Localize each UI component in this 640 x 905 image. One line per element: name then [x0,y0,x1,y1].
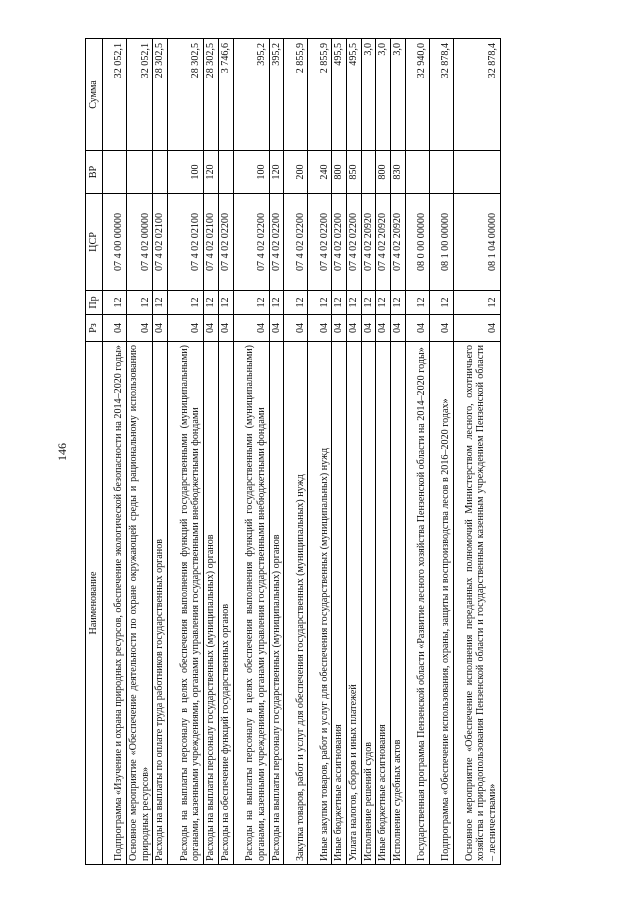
cell-vr: 800 [376,151,391,194]
cell-name: Расходы на выплаты по оплате труда работников государственных органов [153,342,168,865]
cell-name: Расходы на обеспечение функций государственных органов [218,342,233,865]
cell-sum: 495,5 [346,39,361,151]
table-row [218,39,233,865]
cell-name: Исполнение судебных актов [391,342,406,865]
cell-csr: 08 0 00 00000 [405,194,429,291]
cell-csr: 07 4 02 00000 [127,194,153,291]
cell-name: Расходы на выплаты персоналу государственных (муниципальных) органов [204,342,219,865]
table-row [153,39,168,865]
cell-rz: 04 [429,315,453,342]
cell-name: Исполнение решений судов [361,342,376,865]
cell-vr [405,151,429,194]
cell-csr: 07 4 02 02200 [332,194,347,291]
cell-csr: 07 4 02 02200 [233,194,269,291]
table-row [429,39,453,865]
cell-pr: 12 [269,291,284,315]
cell-name: Основное мероприятие «Обеспечение деятельности по охране окружающей среды и рациональному использованию природных ресурсов» [127,342,153,865]
cell-vr: 830 [391,151,406,194]
cell-pr: 12 [453,291,500,315]
cell-vr [218,151,233,194]
header-row [86,39,103,865]
cell-rz: 04 [391,315,406,342]
cell-rz: 04 [153,315,168,342]
table-body [103,39,501,865]
table-row [332,39,347,865]
cell-csr: 07 4 02 20920 [376,194,391,291]
table-row [233,39,269,865]
cell-rz: 04 [103,315,127,342]
cell-pr: 12 [376,291,391,315]
cell-sum: 3,0 [361,39,376,151]
cell-name: Закупка товаров, работ и услуг для обеспечения государственных (муниципальных) нужд [284,342,308,865]
cell-vr: 100 [233,151,269,194]
cell-sum: 32 878,4 [429,39,453,151]
table-row [391,39,406,865]
cell-pr: 12 [405,291,429,315]
cell-rz: 04 [233,315,269,342]
cell-pr: 12 [127,291,153,315]
cell-vr: 100 [168,151,204,194]
cell-sum: 3,0 [376,39,391,151]
cell-vr [429,151,453,194]
cell-vr [103,151,127,194]
table-row [405,39,429,865]
cell-sum: 28 302,5 [204,39,219,151]
cell-name: Подпрограмма «Изучение и охрана природных ресурсов, обеспечение экологической безопасности на 2014–2020 годы» [103,342,127,865]
cell-rz: 04 [204,315,219,342]
cell-rz: 04 [346,315,361,342]
table-row [346,39,361,865]
cell-sum: 28 302,5 [153,39,168,151]
cell-name: Основное мероприятие «Обеспечение исполнения переданных полномочий Министерством лесного, охотничьего хозяйства и природопользования Пензенской области и государственным казенным учреждением Пензенской области – лесничествами» [453,342,500,865]
cell-vr [361,151,376,194]
table-row [103,39,127,865]
cell-rz: 04 [376,315,391,342]
cell-sum: 395,2 [269,39,284,151]
cell-name: Уплата налогов, сборов и иных платежей [346,342,361,865]
cell-csr: 08 1 00 00000 [429,194,453,291]
cell-pr: 12 [332,291,347,315]
cell-csr: 07 4 02 02100 [153,194,168,291]
cell-pr: 12 [218,291,233,315]
cell-pr: 12 [284,291,308,315]
cell-rz: 04 [361,315,376,342]
cell-name: Иные бюджетные ассигнования [376,342,391,865]
budget-table-page [85,39,640,865]
cell-pr: 12 [103,291,127,315]
table-row [168,39,204,865]
cell-pr: 12 [153,291,168,315]
table-row [127,39,153,865]
header-rz: Рз [86,315,103,342]
cell-rz: 04 [284,315,308,342]
table-row [284,39,308,865]
budget-table [85,38,501,865]
cell-rz: 04 [168,315,204,342]
cell-rz: 04 [453,315,500,342]
cell-csr: 07 4 02 20920 [391,194,406,291]
cell-csr: 07 4 02 02200 [308,194,332,291]
cell-pr: 12 [346,291,361,315]
cell-sum: 32 940,0 [405,39,429,151]
cell-vr: 200 [284,151,308,194]
cell-name: Подпрограмма «Обеспечение использования, охраны, защиты и воспроизводства лесов в 2016–2020 годах» [429,342,453,865]
cell-name: Иные бюджетные ассигнования [332,342,347,865]
page-number: 146 [54,443,69,461]
header-vr: ВР [86,151,103,194]
cell-csr: 07 4 02 02200 [346,194,361,291]
cell-pr: 12 [391,291,406,315]
cell-name: Расходы на выплаты персоналу в целях обеспечения выполнения функций государственными (муниципальными) органами, казенными учреждениями, органами управления государственными внебюджетными фондами [233,342,269,865]
header-pr: Пр [86,291,103,315]
table-row [453,39,500,865]
cell-sum: 3 746,6 [218,39,233,151]
cell-vr [127,151,153,194]
cell-pr: 12 [429,291,453,315]
cell-vr [153,151,168,194]
cell-csr: 07 4 02 20920 [361,194,376,291]
cell-name: Иные закупки товаров, работ и услуг для обеспечения государственных (муниципальных) нужд [308,342,332,865]
cell-pr: 12 [233,291,269,315]
cell-rz: 04 [308,315,332,342]
cell-sum: 3,0 [391,39,406,151]
cell-sum: 395,2 [233,39,269,151]
cell-sum: 32 878,4 [453,39,500,151]
cell-sum: 2 855,9 [284,39,308,151]
table-row [204,39,219,865]
cell-csr: 07 4 02 02200 [269,194,284,291]
header-name: Наименование [86,342,103,865]
table-row [269,39,284,865]
cell-pr: 12 [168,291,204,315]
cell-rz: 04 [269,315,284,342]
cell-rz: 04 [332,315,347,342]
cell-vr: 800 [332,151,347,194]
cell-vr: 120 [269,151,284,194]
header-sum: Сумма [86,39,103,151]
cell-name: Государственная программа Пензенской области «Развитие лесного хозяйства Пензенской области на 2014–2020 годы» [405,342,429,865]
cell-csr: 07 4 00 00000 [103,194,127,291]
cell-name: Расходы на выплаты персоналу государственных (муниципальных) органов [269,342,284,865]
cell-rz: 04 [218,315,233,342]
cell-sum: 32 052,1 [103,39,127,151]
cell-sum: 2 855,9 [308,39,332,151]
cell-vr: 850 [346,151,361,194]
cell-csr: 08 1 04 00000 [453,194,500,291]
table-row [376,39,391,865]
cell-csr: 07 4 02 02100 [168,194,204,291]
cell-sum: 495,5 [332,39,347,151]
cell-vr [453,151,500,194]
cell-pr: 12 [361,291,376,315]
cell-sum: 28 302,5 [168,39,204,151]
cell-rz: 04 [127,315,153,342]
cell-sum: 32 052,1 [127,39,153,151]
cell-csr: 07 4 02 02200 [284,194,308,291]
cell-pr: 12 [204,291,219,315]
table-row [308,39,332,865]
cell-rz: 04 [405,315,429,342]
cell-vr: 240 [308,151,332,194]
table-row [361,39,376,865]
cell-csr: 07 4 02 02100 [204,194,219,291]
cell-vr: 120 [204,151,219,194]
header-csr: ЦСР [86,194,103,291]
cell-csr: 07 4 02 02200 [218,194,233,291]
cell-name: Расходы на выплаты персоналу в целях обеспечения выполнения функций государственными (муниципальными) органами, казенными учреждениями, органами управления государственными внебюджетными фондами [168,342,204,865]
cell-pr: 12 [308,291,332,315]
